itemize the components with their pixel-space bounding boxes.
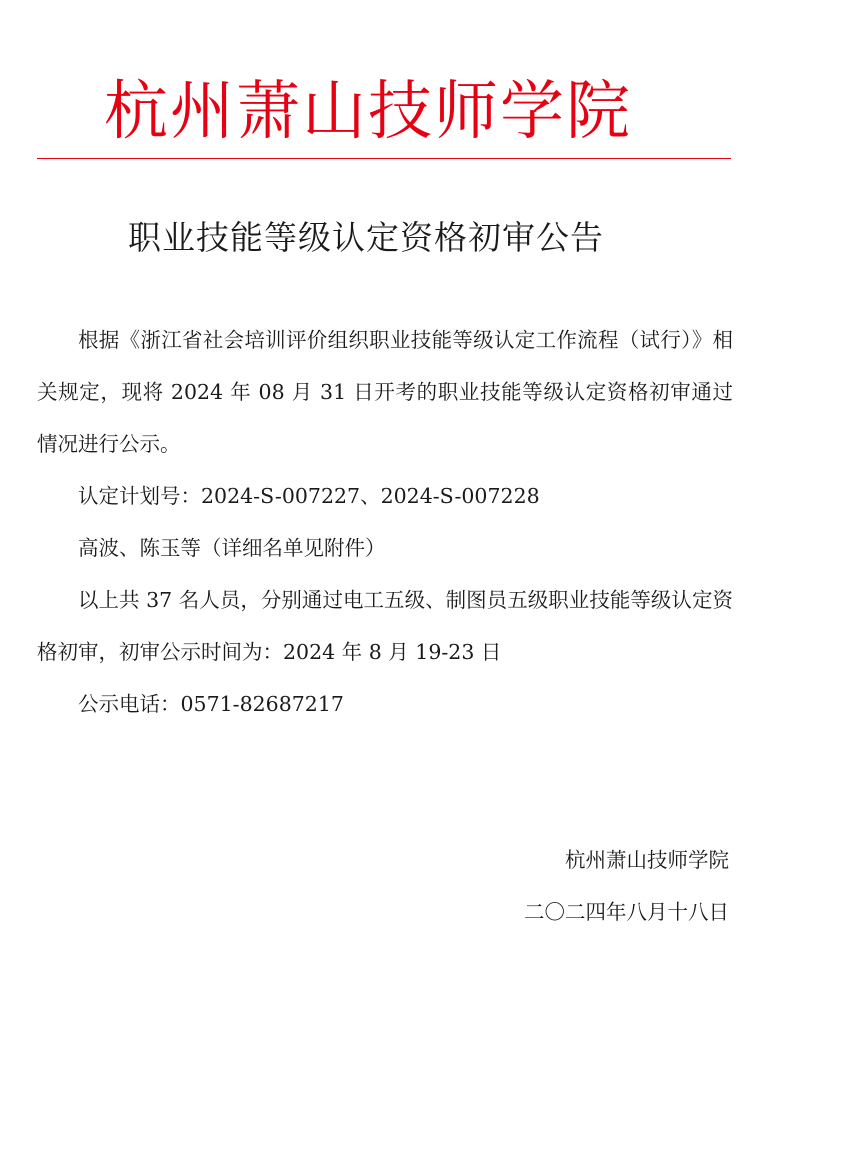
body-paragraph-names: 高波、陈玉等（详细名单见附件） [78, 536, 386, 560]
document-title: 职业技能等级认定资格初审公告 [128, 218, 604, 257]
signature-date: 二〇二四年八月十八日 [524, 900, 729, 924]
body-paragraph-phone: 公示电话：0571-82687217 [78, 692, 344, 716]
body-paragraph-summary: 以上共 37 名人员，分别通过电工五级、制图员五级职业技能等级认定资格初审，初审公示时间为：2024 年 8 月 19-23 日 [37, 588, 733, 664]
masthead-title: 杭州萧山技师学院 [104, 75, 632, 149]
masthead-divider [37, 158, 731, 159]
signature-organization: 杭州萧山技师学院 [565, 848, 729, 872]
body-paragraph-intro: 根据《浙江省社会培训评价组织职业技能等级认定工作流程（试行）》相关规定，现将 2024 年 08 月 31 日开考的职业技能等级认定资格初审通过情况进行公示。 [37, 328, 733, 456]
body-paragraph-plan-number: 认定计划号：2024-S-007227、2024-S-007228 [78, 484, 540, 508]
